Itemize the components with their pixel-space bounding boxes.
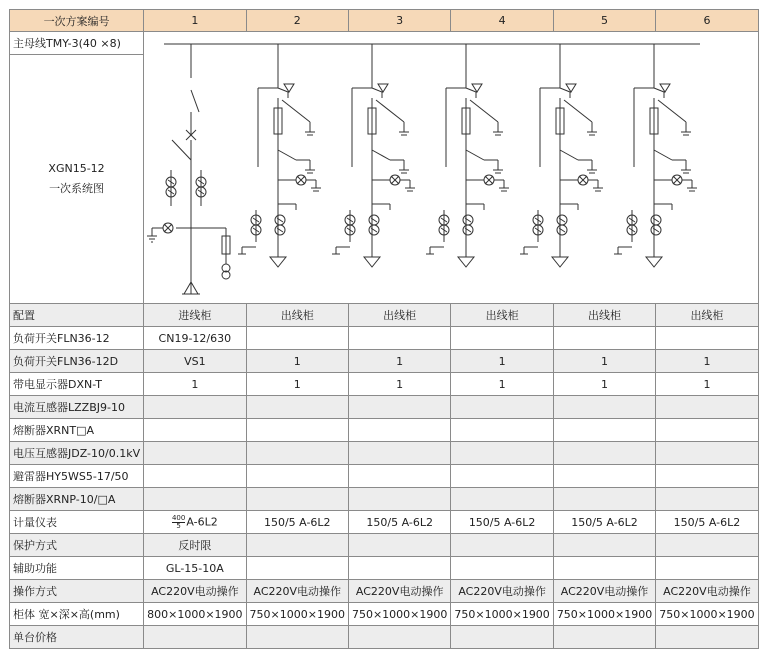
cell-value (246, 534, 348, 557)
cell-value: 750×1000×1900 (553, 603, 655, 626)
diagram-model: XGN15-12 (48, 162, 105, 176)
cell-value (553, 442, 655, 465)
cell-value: 1 (451, 373, 553, 396)
outgoing-feeder-symbol (614, 44, 697, 267)
cell-value: 750×1000×1900 (656, 603, 758, 626)
table-row (10, 350, 759, 373)
cell-value: 150/5 A-6L2 (451, 511, 553, 534)
cell-value: 出线柜 (246, 304, 348, 327)
cell-value: 1 (656, 373, 758, 396)
cell-value: 750×1000×1900 (348, 603, 450, 626)
cell-value (553, 327, 655, 350)
cell-value: 反时限 (144, 534, 246, 557)
cell-value (553, 396, 655, 419)
cell-value (451, 465, 553, 488)
table-row (10, 419, 759, 442)
cell-value: 1 (348, 350, 450, 373)
cell-value (348, 488, 450, 511)
cell-value: 1 (656, 350, 758, 373)
cell-value: AC220V电动操作 (656, 580, 758, 603)
busbar-row (10, 32, 759, 55)
cell-value: 进线柜 (144, 304, 246, 327)
single-line-diagram-svg (144, 32, 708, 300)
cell-value (656, 557, 758, 580)
cell-value: 150/5 A-6L2 (246, 511, 348, 534)
busbar-label: 主母线TMY-3(40 ×8) (10, 32, 144, 55)
cell-value (451, 557, 553, 580)
scheme-number: 5 (553, 10, 655, 32)
row-label: 电流互感器LZZBJ9-10 (10, 396, 144, 419)
cell-value (144, 442, 246, 465)
cell-value: AC220V电动操作 (348, 580, 450, 603)
row-label: 负荷开关FLN36-12D (10, 350, 144, 373)
row-label: 配置 (10, 304, 144, 327)
cell-value (144, 488, 246, 511)
cell-value (656, 396, 758, 419)
table-row (10, 442, 759, 465)
cell-value (451, 534, 553, 557)
row-label: 单台价格 (10, 626, 144, 649)
cell-value (144, 396, 246, 419)
table-row (10, 557, 759, 580)
row-label: 辅助功能 (10, 557, 144, 580)
table-row (10, 534, 759, 557)
cell-value (656, 534, 758, 557)
single-line-diagram (144, 32, 759, 304)
cell-value (246, 626, 348, 649)
meter-model: A-6L2 (186, 515, 218, 528)
cell-value (348, 626, 450, 649)
cell-value (553, 626, 655, 649)
scheme-number: 2 (246, 10, 348, 32)
cell-value: 1 (553, 373, 655, 396)
cell-value (656, 626, 758, 649)
row-label: 操作方式 (10, 580, 144, 603)
cell-value (553, 419, 655, 442)
cell-value: 1 (553, 350, 655, 373)
cell-value: 150/5 A-6L2 (348, 511, 450, 534)
cell-value (348, 442, 450, 465)
scheme-number: 1 (144, 10, 246, 32)
incoming-feeder-symbol (147, 44, 230, 294)
cell-value (144, 419, 246, 442)
cell-value (451, 327, 553, 350)
row-label: 计量仪表 (10, 511, 144, 534)
cell-value (246, 327, 348, 350)
cell-value: AC220V电动操作 (451, 580, 553, 603)
cell-value: 1 (451, 350, 553, 373)
table-row (10, 488, 759, 511)
cell-value: 1 (246, 373, 348, 396)
cell-value: 出线柜 (451, 304, 553, 327)
cell-value: 750×1000×1900 (246, 603, 348, 626)
table-row (10, 511, 759, 534)
cell-value: 1 (144, 373, 246, 396)
table-row (10, 626, 759, 649)
cell-value (656, 465, 758, 488)
scheme-number: 4 (451, 10, 553, 32)
row-label: 负荷开关FLN36-12 (10, 327, 144, 350)
outgoing-feeder-symbol (426, 44, 509, 267)
cell-value: CN19-12/630 (144, 327, 246, 350)
diagram-name-cell (10, 55, 144, 304)
cell-value (144, 626, 246, 649)
cell-value (144, 465, 246, 488)
cell-value: 出线柜 (553, 304, 655, 327)
cell-value: 1 (348, 373, 450, 396)
row-label: 柜体 宽×深×高(mm) (10, 603, 144, 626)
row-label: 避雷器HY5WS5-17/50 (10, 465, 144, 488)
cell-value: AC220V电动操作 (553, 580, 655, 603)
cell-value (451, 396, 553, 419)
primary-scheme-table (9, 9, 759, 649)
cell-value: 出线柜 (656, 304, 758, 327)
diagram-title: 一次系统图 (49, 182, 105, 196)
cell-value: 800×1000×1900 (144, 603, 246, 626)
table-row (10, 603, 759, 626)
cell-value (144, 511, 246, 534)
cell-value: GL-15-10A (144, 557, 246, 580)
cell-value (553, 465, 655, 488)
scheme-number: 6 (656, 10, 758, 32)
fraction-numerator: 400 (171, 513, 186, 522)
cell-value: 150/5 A-6L2 (656, 511, 758, 534)
cell-value: VS1 (144, 350, 246, 373)
table-row (10, 465, 759, 488)
cell-value: 150/5 A-6L2 (553, 511, 655, 534)
cell-value: 出线柜 (348, 304, 450, 327)
outgoing-feeder-symbol (332, 44, 415, 267)
outgoing-feeder-symbol (238, 44, 321, 267)
table-row (10, 327, 759, 350)
header-row (10, 10, 759, 32)
cell-value (553, 557, 655, 580)
row-label: 保护方式 (10, 534, 144, 557)
cell-value (348, 396, 450, 419)
cell-value (348, 419, 450, 442)
cell-value (246, 396, 348, 419)
row-label: 带电显示器DXN-T (10, 373, 144, 396)
cell-value (348, 465, 450, 488)
table-row (10, 304, 759, 327)
cell-value (348, 327, 450, 350)
table-row (10, 580, 759, 603)
cell-value: 750×1000×1900 (451, 603, 553, 626)
cell-value: AC220V电动操作 (246, 580, 348, 603)
cell-value (246, 488, 348, 511)
cell-value (246, 557, 348, 580)
fraction-denominator: 5 (176, 521, 181, 530)
scheme-number: 3 (348, 10, 450, 32)
cell-value (451, 442, 553, 465)
cell-value (553, 534, 655, 557)
cell-value (656, 442, 758, 465)
cell-value (656, 419, 758, 442)
cell-value: AC220V电动操作 (144, 580, 246, 603)
row-label: 熔断器XRNP-10/□A (10, 488, 144, 511)
cell-value (553, 488, 655, 511)
cell-value (348, 534, 450, 557)
row-label: 熔断器XRNT□A (10, 419, 144, 442)
cell-value: 1 (246, 350, 348, 373)
outgoing-feeder-symbol (520, 44, 603, 267)
cell-value (348, 557, 450, 580)
cell-value (656, 488, 758, 511)
cell-value (451, 419, 553, 442)
header-label: 一次方案编号 (10, 10, 144, 32)
cell-value (246, 442, 348, 465)
table-row (10, 373, 759, 396)
cell-value (246, 465, 348, 488)
cell-value (656, 327, 758, 350)
table-row (10, 396, 759, 419)
row-label: 电压互感器JDZ-10/0.1kV (10, 442, 144, 465)
cell-value (451, 488, 553, 511)
cell-value (246, 419, 348, 442)
ratio-fraction (172, 515, 185, 530)
cell-value (451, 626, 553, 649)
